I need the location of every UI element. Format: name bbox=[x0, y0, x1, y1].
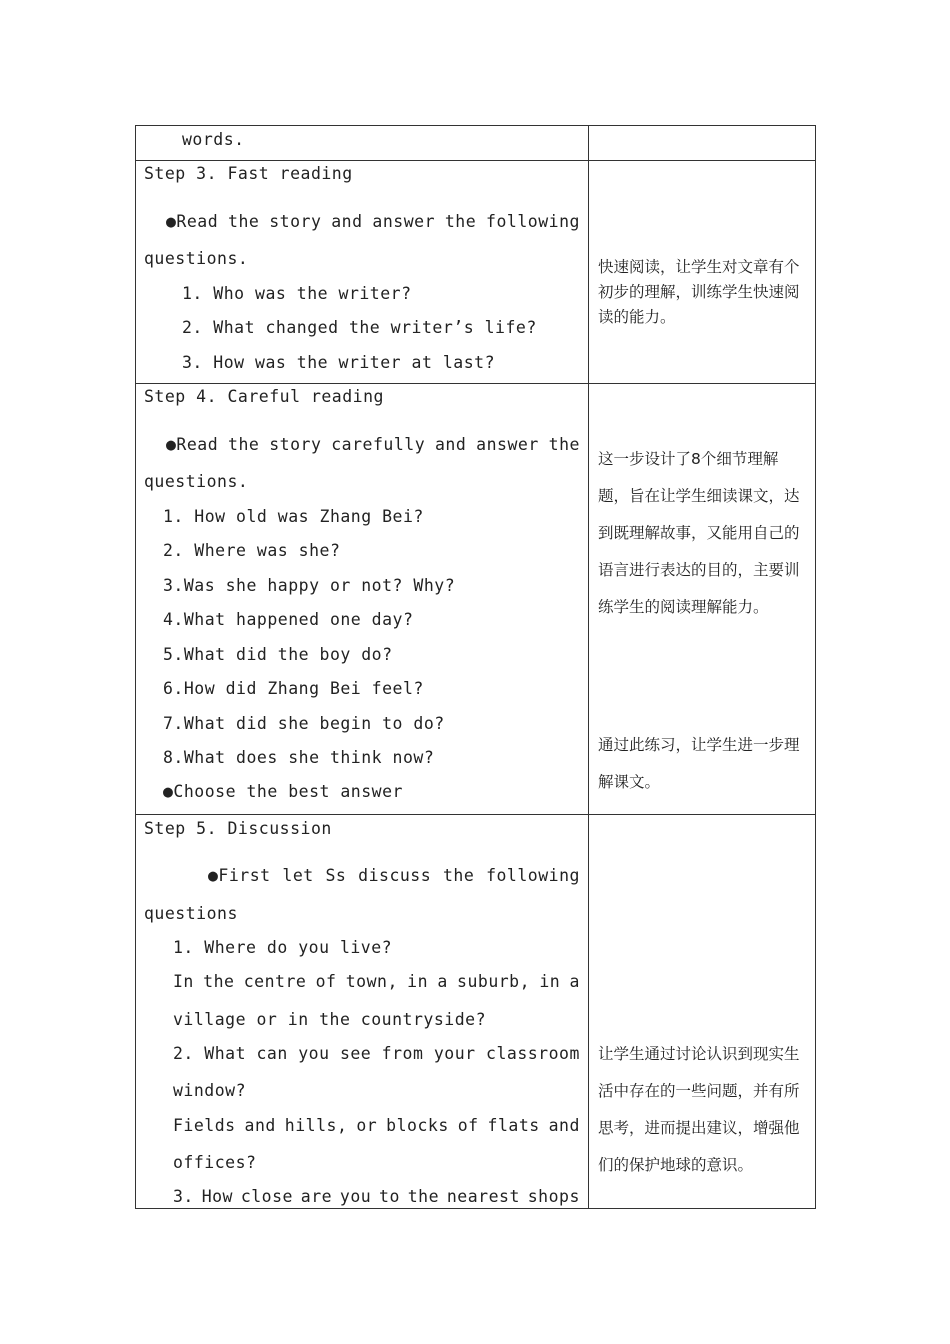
step5-instruction-tail: questions bbox=[144, 904, 238, 923]
step3-question: 3. How was the writer at last? bbox=[182, 353, 496, 372]
word: see bbox=[339, 1044, 372, 1063]
step4-note: 这一步设计了8个细节理解题，旨在让学生细读课文，达到既理解故事，又能用自己的语言进行表达的目的，主要训练学生的阅读理解能力。 bbox=[598, 450, 800, 616]
step5-question-options bbox=[173, 1116, 580, 1136]
row-divider bbox=[136, 814, 815, 815]
word: What bbox=[204, 1044, 247, 1063]
word: ●First bbox=[208, 866, 271, 885]
word: the bbox=[228, 435, 260, 454]
word: In bbox=[173, 972, 194, 991]
step4-question: 7.What did she begin to do? bbox=[163, 714, 445, 733]
word: and bbox=[548, 1116, 580, 1135]
word: answer bbox=[372, 212, 436, 231]
row1-text: words. bbox=[182, 130, 245, 149]
word: and bbox=[244, 1116, 276, 1135]
word: ●Read bbox=[166, 212, 219, 231]
word: or bbox=[356, 1116, 378, 1135]
step5-question bbox=[173, 1044, 580, 1064]
step4-question: 2. Where was she? bbox=[163, 541, 341, 560]
column-divider bbox=[588, 126, 589, 1208]
step5-question-options-tail: offices? bbox=[173, 1153, 257, 1172]
step4-question: 6.How did Zhang Bei feel? bbox=[163, 679, 424, 698]
step4-question: 8.What does she think now? bbox=[163, 748, 435, 767]
word: blocks bbox=[386, 1116, 449, 1135]
word: 3. bbox=[173, 1187, 194, 1206]
word: following bbox=[486, 212, 580, 231]
word: a bbox=[569, 972, 580, 991]
word: shops bbox=[527, 1187, 580, 1206]
step4-question: 4.What happened one day? bbox=[163, 610, 414, 629]
word: are bbox=[300, 1187, 333, 1206]
step4-note-practice: 通过此练习，让学生进一步理解课文。 bbox=[598, 736, 800, 791]
word: nearest bbox=[446, 1187, 520, 1206]
step4-question: 1. How old was Zhang Bei? bbox=[163, 507, 424, 526]
word: How bbox=[201, 1187, 233, 1206]
word: you bbox=[298, 1044, 330, 1063]
step4-instruction-tail: questions. bbox=[144, 472, 249, 491]
word: a bbox=[437, 972, 448, 991]
word: to bbox=[379, 1187, 400, 1206]
step5-question: 1. Where do you live? bbox=[173, 938, 393, 957]
word: the bbox=[442, 866, 475, 885]
step5-question bbox=[173, 1187, 580, 1207]
step4-choose: ●Choose the best answer bbox=[163, 782, 403, 801]
word: discuss bbox=[358, 866, 432, 885]
step3-question: 2. What changed the writer’s life? bbox=[182, 318, 537, 337]
word: following bbox=[486, 866, 580, 885]
word: can bbox=[256, 1044, 288, 1063]
step4-question: 3.Was she happy or not? Why? bbox=[163, 576, 456, 595]
step3-instruction bbox=[166, 212, 580, 232]
step5-note: 让学生通过讨论认识到现实生活中存在的一些问题，并有所思考，进而提出建议，增强他们的保护地球的意识。 bbox=[598, 1045, 800, 1174]
word: hills, bbox=[284, 1116, 348, 1135]
word: centre bbox=[243, 972, 307, 991]
step5-instruction bbox=[208, 866, 580, 886]
step5-question-options-tail: village or in the countryside? bbox=[173, 1010, 487, 1029]
word: of bbox=[315, 972, 337, 991]
word: from bbox=[381, 1044, 424, 1063]
word: of bbox=[457, 1116, 479, 1135]
step4-question: 5.What did the boy do? bbox=[163, 645, 393, 664]
word: the bbox=[203, 972, 235, 991]
word: in bbox=[539, 972, 561, 991]
word: classroom bbox=[486, 1044, 580, 1063]
word: flats bbox=[487, 1116, 540, 1135]
step4-instruction bbox=[166, 435, 580, 455]
word: suburb, bbox=[457, 972, 531, 991]
word: Ss bbox=[325, 866, 347, 885]
word: ●Read bbox=[166, 435, 219, 454]
word: close bbox=[240, 1187, 293, 1206]
word: town, bbox=[345, 972, 398, 991]
word: story bbox=[269, 212, 322, 231]
word: let bbox=[282, 866, 314, 885]
row-divider bbox=[136, 383, 815, 384]
word: the bbox=[228, 212, 260, 231]
word: your bbox=[433, 1044, 476, 1063]
word: you bbox=[339, 1187, 372, 1206]
row-divider bbox=[136, 160, 815, 161]
word: carefully bbox=[331, 435, 426, 454]
step3-question: 1. Who was the writer? bbox=[182, 284, 412, 303]
word: and bbox=[331, 212, 363, 231]
word: the bbox=[548, 435, 580, 454]
step3-instruction-tail: questions. bbox=[144, 249, 249, 268]
word: and bbox=[435, 435, 467, 454]
step5-question-tail: window? bbox=[173, 1081, 247, 1100]
word: the bbox=[444, 212, 477, 231]
step3-note: 快速阅读，让学生对文章有个初步的理解，训练学生快速阅读的能力。 bbox=[598, 258, 800, 326]
step4-heading: Step 4. Careful reading bbox=[144, 387, 384, 406]
step5-heading: Step 5. Discussion bbox=[144, 819, 332, 838]
word: story bbox=[269, 435, 322, 454]
word: 2. bbox=[173, 1044, 194, 1063]
step5-question-options bbox=[173, 972, 580, 992]
word: answer bbox=[476, 435, 539, 454]
step3-heading: Step 3. Fast reading bbox=[144, 164, 353, 183]
word: the bbox=[407, 1187, 440, 1206]
word: Fields bbox=[173, 1116, 236, 1135]
lesson-plan-table bbox=[135, 125, 816, 1209]
word: in bbox=[407, 972, 429, 991]
